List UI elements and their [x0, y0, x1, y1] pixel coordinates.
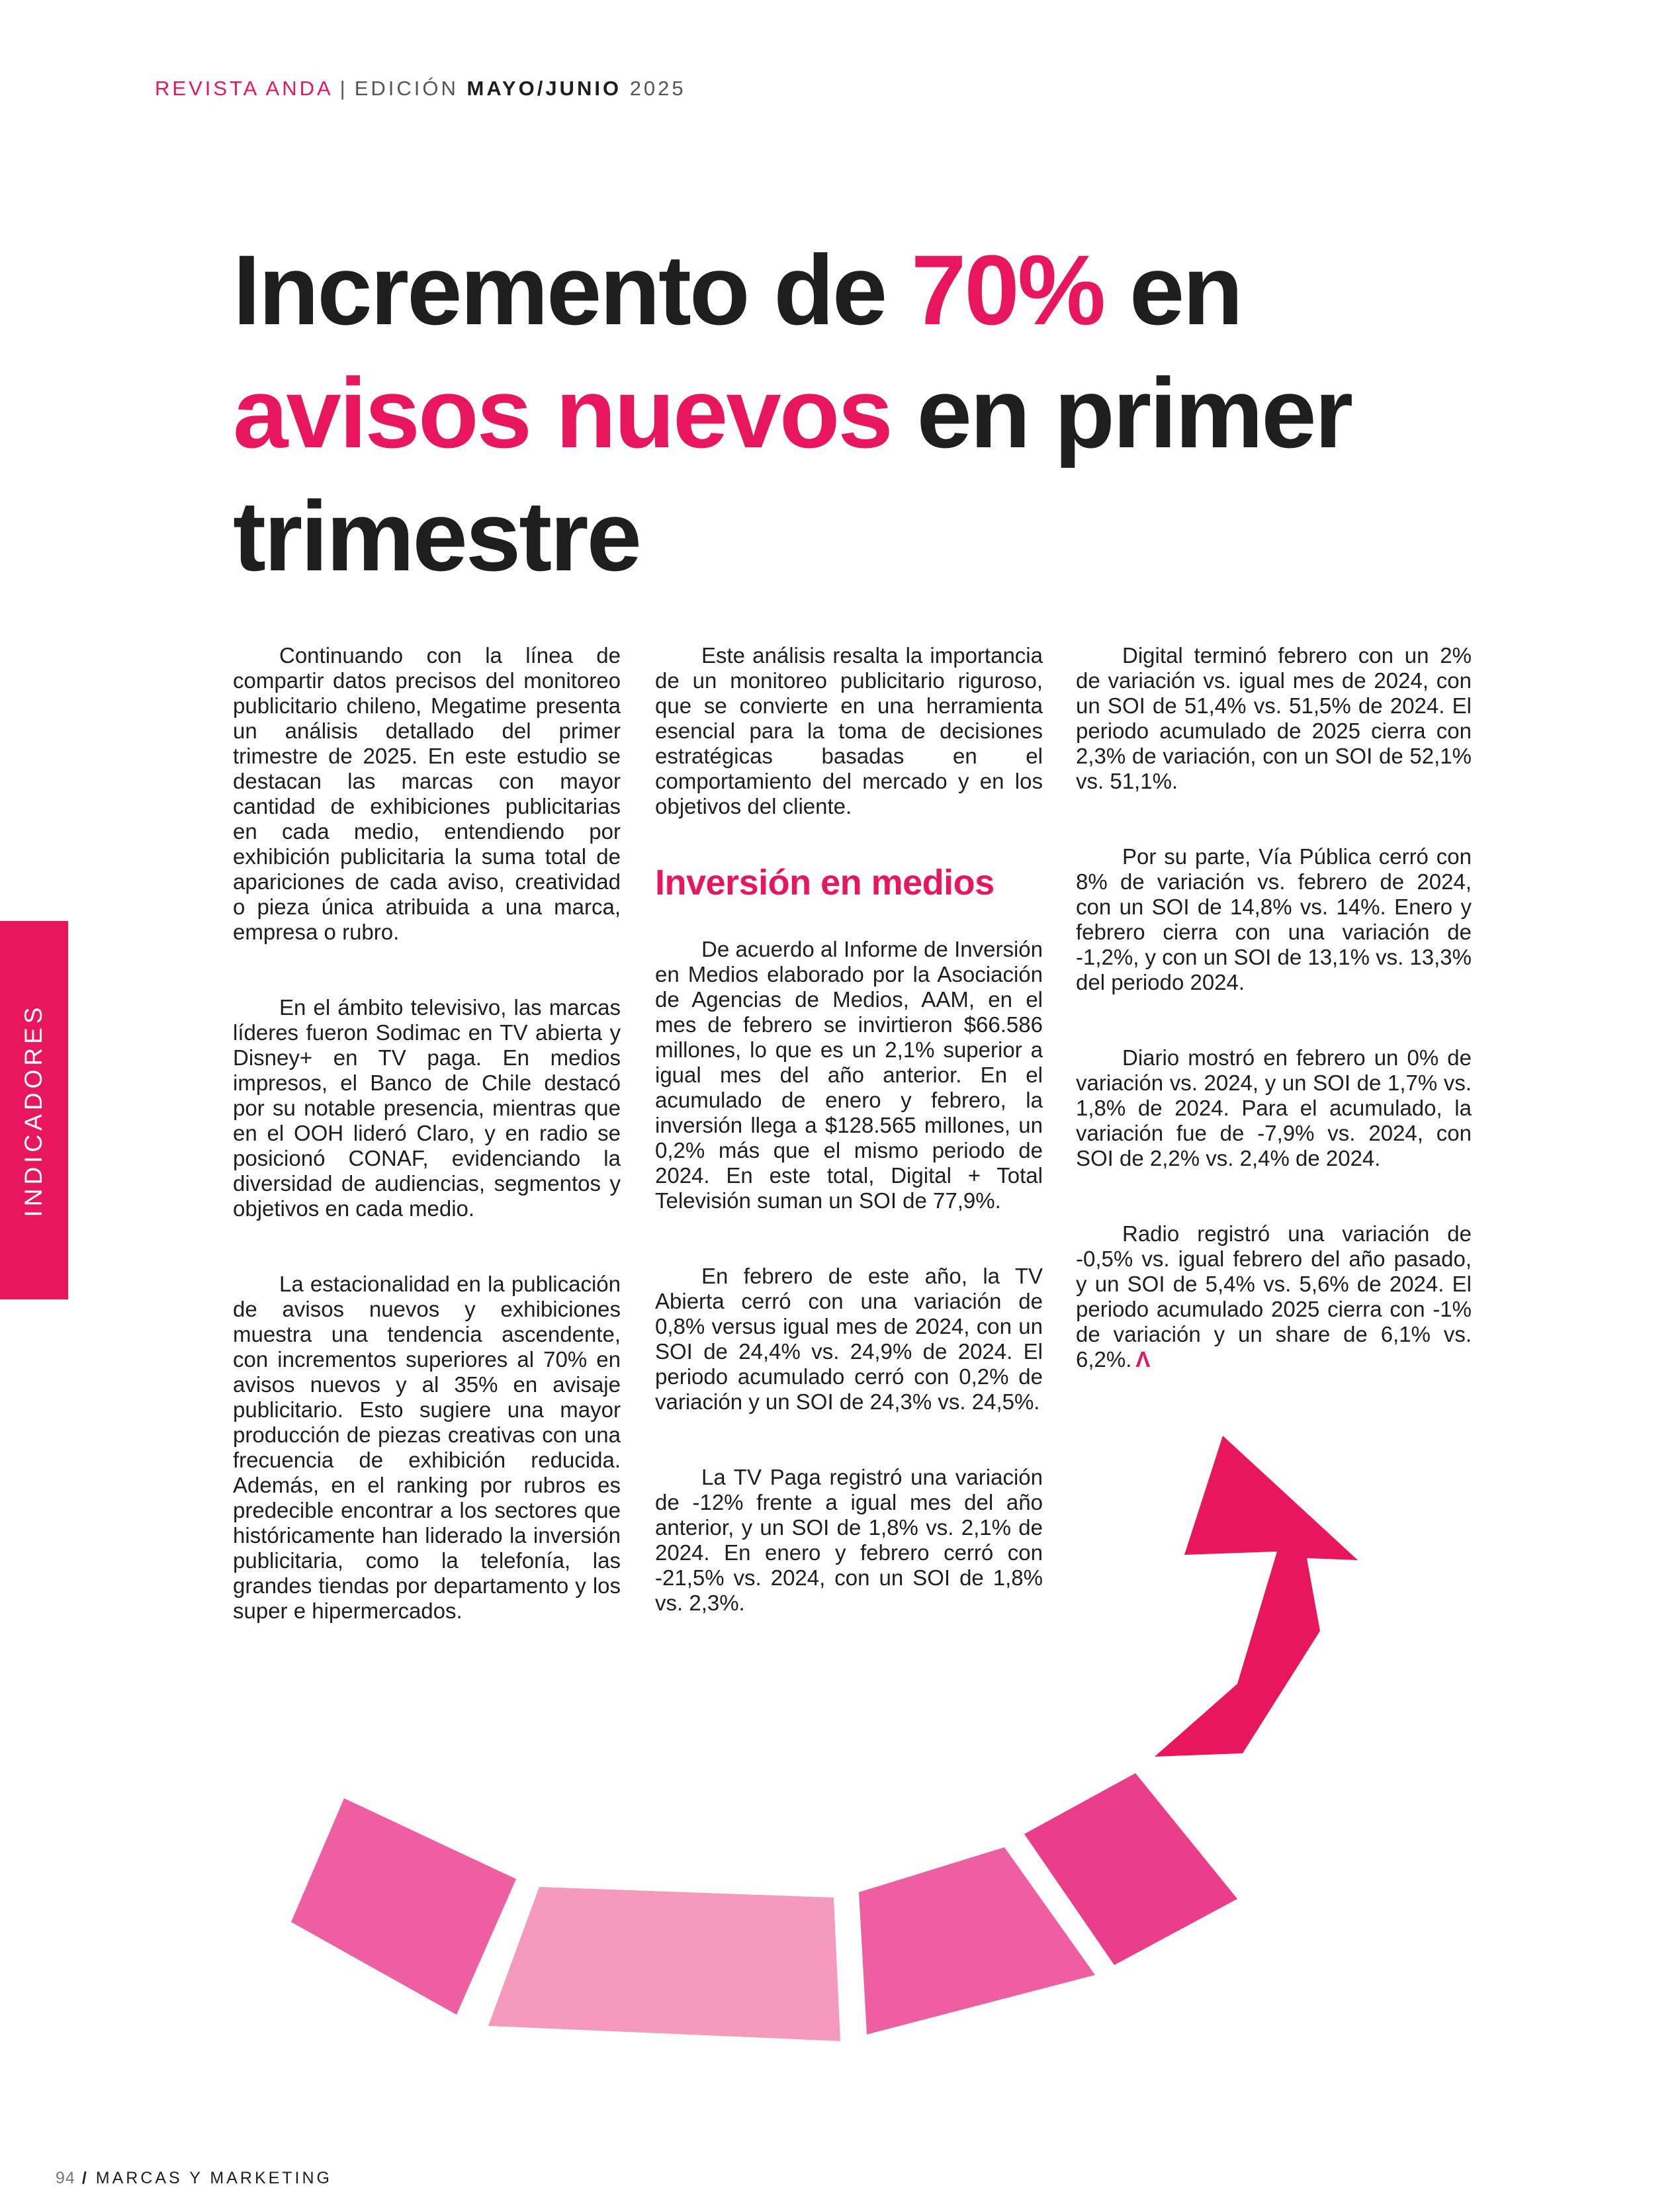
title-highlight-percent: 70% — [910, 234, 1104, 345]
magazine-brand: REVISTA ANDA — [155, 77, 333, 100]
title-part-2: en — [1104, 234, 1241, 345]
edition-label: EDICIÓN — [354, 77, 459, 100]
paragraph: En el ámbito televisivo, las marcas líderes fueron Sodimac en TV abierta y Disney+ en TV paga. En medios impresos, el Banco de Chile destacó por su notable presencia, mientras que en el OOH lideró Claro, y en radio se posicionó CONAF, evidenciando la diversidad de audiencias, segmentos y objetivos en cada medio. — [233, 995, 621, 1221]
paragraph: Digital terminó febrero con un 2% de variación vs. igual mes de 2024, con un SOI de 51,4% vs. 51,5% de 2024. El periodo acumulado de 2025 cierra con 2,3% de variación, con un SOI de 52,1% vs. 51,1%. — [1076, 643, 1472, 793]
footer-slash: / — [81, 2169, 89, 2187]
edition-year: 2025 — [629, 77, 686, 100]
section-heading-inversion: Inversión en medios — [655, 863, 995, 902]
title-highlight-avisos: avisos nuevos — [233, 357, 891, 468]
page-footer — [56, 2169, 332, 2188]
paragraph: De acuerdo al Informe de Inversión en Medios elaborado por la Asociación de Agencias de Medios, AAM, en el mes de febrero se invirtieron $66.586 millones, lo que es un 2,1% superior a igual mes del año anterior. En el acumulado de enero y febrero, la inversión llega a $128.565 millones, un 0,2% más que el mismo periodo de 2024. En este total, Digital + Total Televisión suman un SOI de 77,9%. — [655, 937, 1043, 1213]
article-column-2 — [655, 643, 1043, 1666]
paragraph: Diario mostró en febrero un 0% de variación vs. 2024, y un SOI de 1,7% vs. 1,8% de 2024. Para el acumulado, la variación fue de -7,9% vs. 2024, con SOI de 2,2% vs. 2,4% de 2024. — [1076, 1045, 1472, 1170]
section-side-tab — [0, 921, 68, 1299]
title-part-1: Incremento de — [233, 234, 911, 345]
arrow-segment-1 — [291, 1798, 516, 2015]
magazine-header — [155, 77, 686, 101]
page-number: 94 — [56, 2169, 75, 2187]
paragraph: En febrero de este año, la TV Abierta cerró con una variación de 0,8% versus igual mes de 2024, con un SOI de 24,4% vs. 24,9% de 2024. El periodo acumulado cerró con 0,2% de variación y un SOI de 24,3% vs. 24,5%. — [655, 1264, 1043, 1414]
paragraph: Por su parte, Vía Pública cerró con 8% de variación vs. febrero de 2024, con un SOI de 14,8% vs. 14%. Enero y febrero cierra con una variación de -1,2%, y con un SOI de 13,1% vs. 13,3% del periodo 2024. — [1076, 844, 1472, 994]
title-part-3: en primer trimestre — [233, 357, 1352, 591]
edition-months: MAYO/JUNIO — [466, 77, 622, 100]
paragraph: La estacionalidad en la publicación de avisos nuevos y exhibiciones muestra una tendencia ascendente, con incrementos superiores al 70% en avisos nuevos y al 35% en avisaje publicitario. Esto sugiere una mayor producción de piezas creativas con una frecuencia de exhibición reducida. Además, en el ranking por rubros es predecible encontrar a los sectores que históricamente han liderado la inversión publicitaria, como la telefonía, las grandes tiendas por departamento y los super e hipermercados. — [233, 1272, 621, 1623]
paragraph-last — [1076, 1221, 1472, 1372]
arrow-head — [1155, 1436, 1358, 1757]
section-side-tab-label: INDICADORES — [20, 1003, 47, 1217]
footer-section: MARCAS Y MARKETING — [95, 2169, 333, 2187]
end-mark-icon: Λ — [1135, 1347, 1151, 1372]
paragraph: Este análisis resalta la importancia de un monitoreo publicitario riguroso, que se convierte en una herramienta esencial para la toma de decisiones estratégicas basadas en el comportamiento del mercado y en los objetivos del cliente. — [655, 643, 1043, 818]
article-column-3 — [1076, 643, 1472, 1422]
header-separator: | — [339, 77, 348, 100]
paragraph-last-text: Radio registró una variación de -0,5% vs. igual febrero del año pasado, y un SOI de 5,4% vs. 5,6% de 2024. El periodo acumulado 2025 cierra con -1% de variación y un share de 6,1% vs. 6,2%. — [1076, 1221, 1472, 1372]
paragraph: La TV Paga registró una variación de -12% frente a igual mes del año anterior, y un SOI de 1,8% vs. 2,1% de 2024. En enero y febrero cerró con -21,5% vs. 2024, con un SOI de 1,8% vs. 2,3%. — [655, 1465, 1043, 1615]
article-title — [233, 228, 1490, 597]
arrow-segment-2 — [488, 1887, 840, 2041]
article-column-1 — [233, 643, 621, 1674]
paragraph: Continuando con la línea de compartir datos precisos del monitoreo publicitario chileno, Megatime presenta un análisis detallado del primer trimestre de 2025. En este estudio se destacan las marcas con mayor cantidad de exhibiciones publicitarias en cada medio, entendiendo por exhibición publicitaria la suma total de apariciones de cada aviso, creatividad o pieza única atribuida a una marca, empresa o rubro. — [233, 643, 621, 944]
